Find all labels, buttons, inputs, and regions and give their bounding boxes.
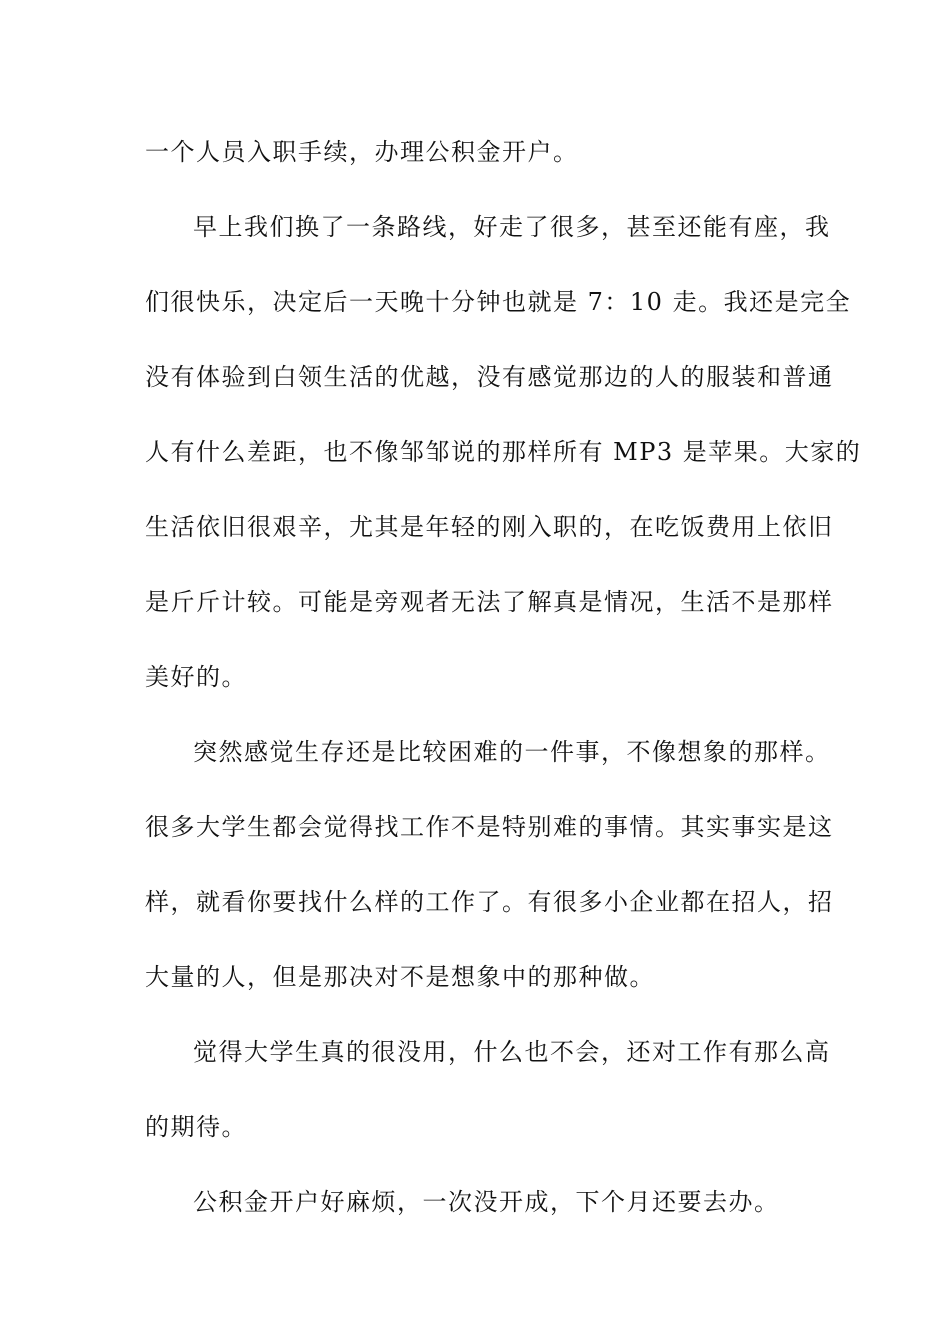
text-line: 生活依旧很艰辛，尤其是年轻的刚入职的，在吃饭费用上依旧 (145, 513, 834, 541)
paragraph-start-line: 觉得大学生真的很没用，什么也不会，还对工作有那么高 (193, 1038, 831, 1066)
text-line: 美好的。 (145, 663, 247, 691)
text-line: 大量的人，但是那决对不是想象中的那种做。 (145, 963, 655, 991)
text-line: 没有体验到白领生活的优越，没有感觉那边的人的服装和普通 (145, 363, 834, 391)
text-line: 很多大学生都会觉得找工作不是特别难的事情。其实事实是这 (145, 813, 834, 841)
text-line: 们很快乐，决定后一天晚十分钟也就是 7：10 走。我还是完全 (145, 288, 852, 316)
paragraph-start-line: 早上我们换了一条路线，好走了很多，甚至还能有座，我 (193, 213, 831, 241)
paragraph-start-line: 突然感觉生存还是比较困难的一件事，不像想象的那样。 (193, 738, 831, 766)
paragraph-start-line: 公积金开户好麻烦，一次没开成，下个月还要去办。 (193, 1188, 780, 1216)
text-line: 是斤斤计较。可能是旁观者无法了解真是情况，生活不是那样 (145, 588, 834, 616)
text-line: 的期待。 (145, 1113, 247, 1141)
text-line: 人有什么差距，也不像邹邹说的那样所有 MP3 是苹果。大家的 (145, 438, 862, 466)
text-line: 样，就看你要找什么样的工作了。有很多小企业都在招人，招 (145, 888, 834, 916)
text-line: 一个人员入职手续，办理公积金开户。 (145, 138, 579, 166)
